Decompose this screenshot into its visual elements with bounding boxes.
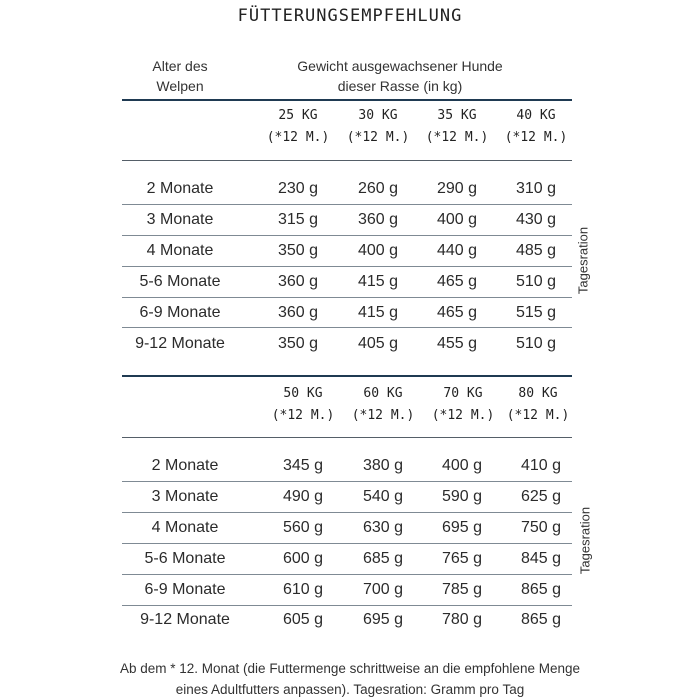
- ration-cell: 540 g: [362, 488, 404, 505]
- weight-note: (*12 M.): [271, 408, 335, 423]
- header-rule: [122, 99, 572, 101]
- age-cell: 5-6 Monate: [139, 273, 221, 290]
- ration-cell: 400 g: [357, 242, 399, 259]
- ration-cell: 350 g: [277, 335, 319, 352]
- ration-cell: 750 g: [520, 519, 562, 536]
- weight-column-header: [350, 383, 416, 427]
- ration-cell: 685 g: [362, 550, 404, 567]
- ration-cell: 415 g: [357, 273, 399, 290]
- row-divider: [122, 512, 572, 513]
- ration-cell: 315 g: [277, 211, 319, 228]
- row-divider: [122, 266, 572, 267]
- weight-note: (*12 M.): [266, 130, 330, 145]
- ration-side-label: Tagesration: [575, 226, 591, 295]
- ration-cell: 465 g: [436, 273, 478, 290]
- ration-cell: 560 g: [282, 519, 324, 536]
- weight-value: 40 KG: [516, 108, 556, 123]
- ration-side-label: Tagesration: [577, 506, 593, 575]
- ration-cell: 590 g: [441, 488, 483, 505]
- ration-cell: 515 g: [515, 304, 557, 321]
- row-divider: [122, 327, 572, 328]
- weight-column-header: [503, 105, 569, 149]
- ration-cell: 345 g: [282, 457, 324, 474]
- weight-value: 30 KG: [358, 108, 398, 123]
- weight-note: (*12 M.): [346, 130, 410, 145]
- weight-note: (*12 M.): [504, 130, 568, 145]
- weight-column-header: [270, 383, 336, 427]
- ration-cell: 865 g: [520, 581, 562, 598]
- table-header-rule: [122, 160, 572, 161]
- weight-value: 25 KG: [278, 108, 318, 123]
- age-cell: 9-12 Monate: [140, 611, 230, 628]
- ration-cell: 455 g: [436, 335, 478, 352]
- ration-cell: 490 g: [282, 488, 324, 505]
- ration-cell: 845 g: [520, 550, 562, 567]
- ration-cell: 360 g: [277, 273, 319, 290]
- row-divider: [122, 543, 572, 544]
- footnote-line1: Ab dem * 12. Monat (die Futtermenge schrittweise an die empfohlene Menge: [119, 661, 580, 676]
- table-header-rule: [122, 437, 572, 438]
- weight-header-line1: Gewicht ausgewachsener Hunde: [297, 58, 503, 74]
- section-rule: [122, 375, 572, 377]
- weight-column-header: [430, 383, 496, 427]
- age-cell: 4 Monate: [151, 519, 219, 536]
- weight-column-header: [250, 56, 550, 96]
- age-column-header: [125, 56, 235, 96]
- ration-cell: 440 g: [436, 242, 478, 259]
- ration-cell: 360 g: [277, 304, 319, 321]
- ration-cell: 405 g: [357, 335, 399, 352]
- row-divider: [122, 481, 572, 482]
- footnote: [0, 658, 700, 700]
- ration-cell: 430 g: [515, 211, 557, 228]
- ration-cell: 695 g: [441, 519, 483, 536]
- ration-cell: 380 g: [362, 457, 404, 474]
- ration-cell: 785 g: [441, 581, 483, 598]
- age-cell: 2 Monate: [151, 457, 219, 474]
- ration-cell: 600 g: [282, 550, 324, 567]
- ration-cell: 260 g: [357, 180, 399, 197]
- weight-value: 70 KG: [443, 386, 483, 401]
- ration-cell: 350 g: [277, 242, 319, 259]
- ration-cell: 230 g: [277, 180, 319, 197]
- row-divider: [122, 235, 572, 236]
- weight-note: (*12 M.): [351, 408, 415, 423]
- age-cell: 2 Monate: [146, 180, 214, 197]
- ration-cell: 780 g: [441, 611, 483, 628]
- page-title: FÜTTERUNGSEMPFEHLUNG: [237, 6, 463, 26]
- ration-cell: 290 g: [436, 180, 478, 197]
- ration-cell: 625 g: [520, 488, 562, 505]
- weight-column-header: [505, 383, 571, 427]
- row-divider: [122, 297, 572, 298]
- ration-cell: 415 g: [357, 304, 399, 321]
- age-cell: 6-9 Monate: [139, 304, 221, 321]
- row-divider: [122, 574, 572, 575]
- weight-header-line2: dieser Rasse (in kg): [337, 78, 463, 94]
- ration-cell: 400 g: [441, 457, 483, 474]
- age-cell: 3 Monate: [151, 488, 219, 505]
- weight-column-header: [424, 105, 490, 149]
- footnote-line2: eines Adultfutters anpassen). Tagesration: Gramm pro Tag: [175, 682, 525, 697]
- age-header-line2: Welpen: [156, 78, 204, 94]
- ration-cell: 510 g: [515, 335, 557, 352]
- ration-cell: 465 g: [436, 304, 478, 321]
- age-cell: 3 Monate: [146, 211, 214, 228]
- age-cell: 4 Monate: [146, 242, 214, 259]
- ration-cell: 700 g: [362, 581, 404, 598]
- weight-note: (*12 M.): [506, 408, 570, 423]
- ration-cell: 695 g: [362, 611, 404, 628]
- weight-value: 50 KG: [283, 386, 323, 401]
- ration-cell: 410 g: [520, 457, 562, 474]
- row-divider: [122, 204, 572, 205]
- ration-cell: 400 g: [436, 211, 478, 228]
- age-cell: 9-12 Monate: [135, 335, 225, 352]
- weight-column-header: [345, 105, 411, 149]
- weight-value: 80 KG: [518, 386, 558, 401]
- row-divider: [122, 605, 572, 606]
- age-cell: 6-9 Monate: [144, 581, 226, 598]
- weight-value: 35 KG: [437, 108, 477, 123]
- ration-cell: 610 g: [282, 581, 324, 598]
- ration-cell: 865 g: [520, 611, 562, 628]
- ration-cell: 360 g: [357, 211, 399, 228]
- ration-cell: 310 g: [515, 180, 557, 197]
- ration-cell: 630 g: [362, 519, 404, 536]
- ration-cell: 765 g: [441, 550, 483, 567]
- ration-cell: 485 g: [515, 242, 557, 259]
- weight-column-header: [265, 105, 331, 149]
- age-cell: 5-6 Monate: [144, 550, 226, 567]
- weight-value: 60 KG: [363, 386, 403, 401]
- age-header-line1: Alter des: [152, 58, 208, 74]
- weight-note: (*12 M.): [425, 130, 489, 145]
- weight-note: (*12 M.): [431, 408, 495, 423]
- ration-cell: 510 g: [515, 273, 557, 290]
- ration-cell: 605 g: [282, 611, 324, 628]
